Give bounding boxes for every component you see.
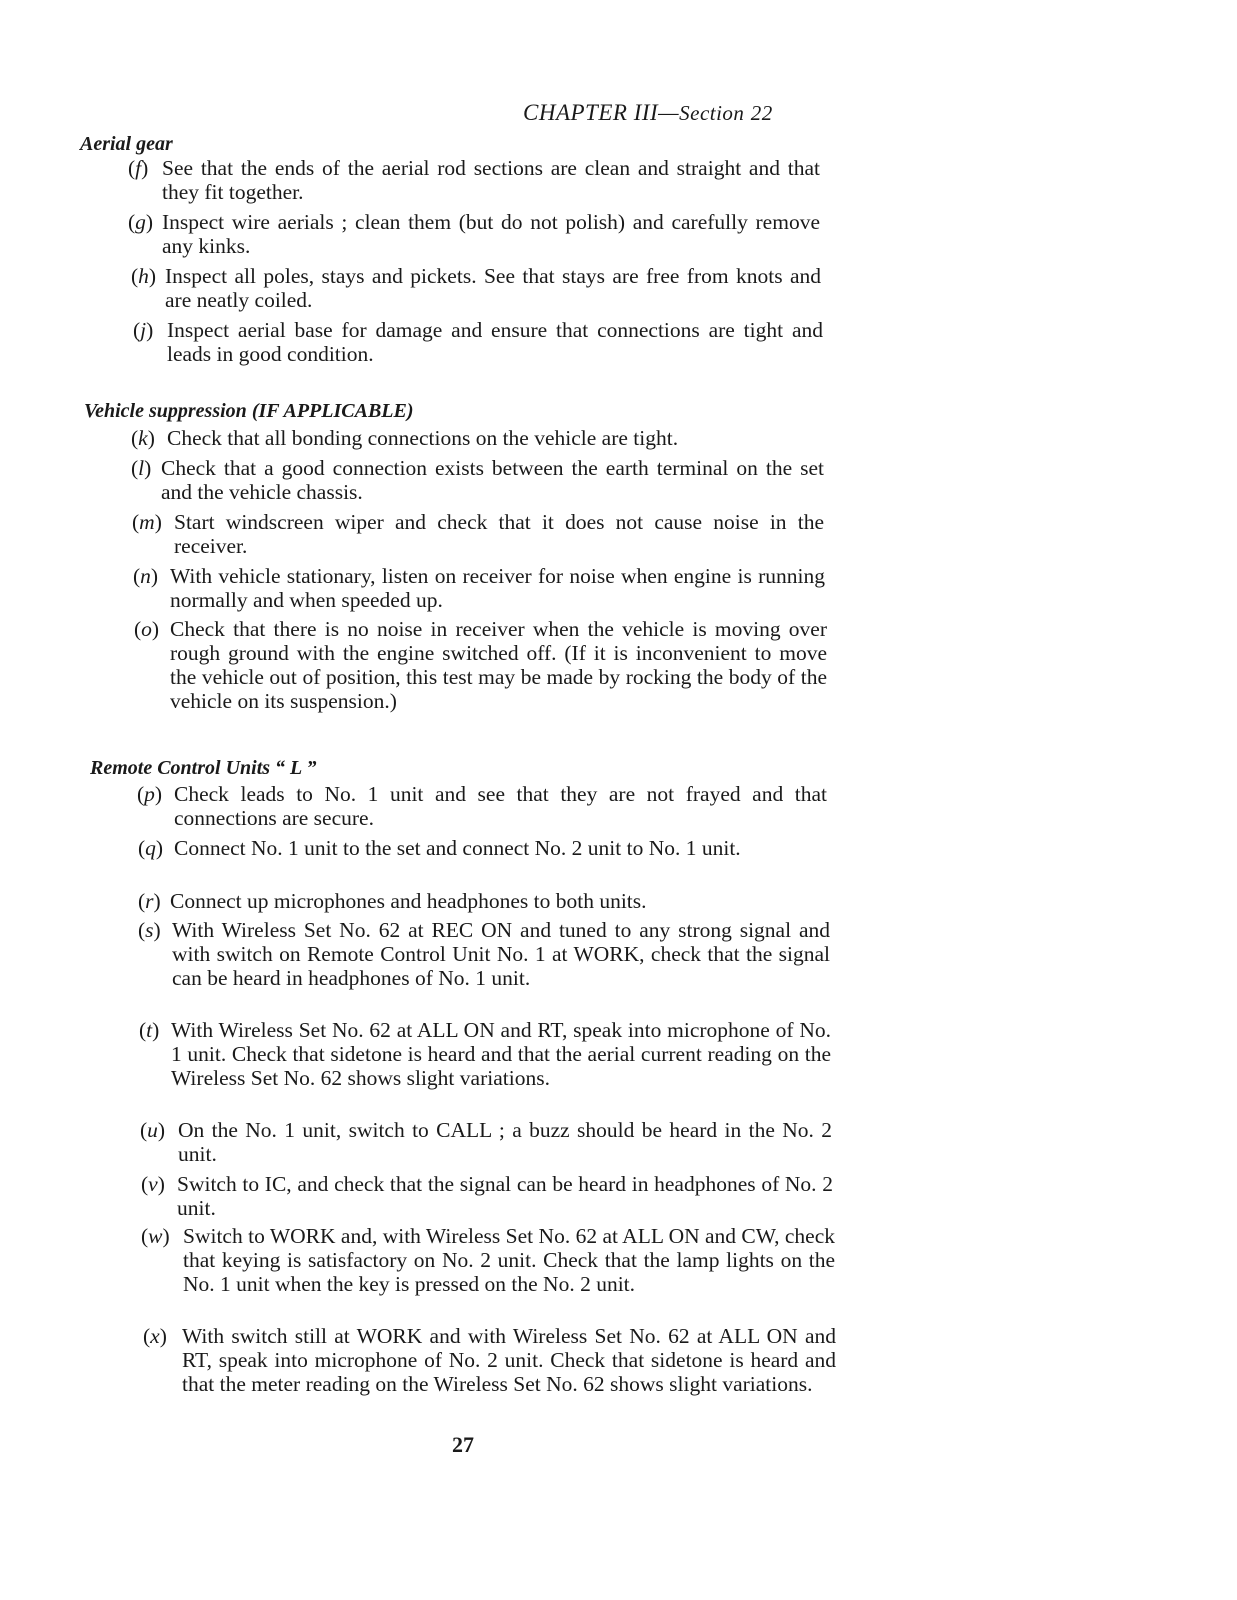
list-item: (p) Check leads to No. 1 unit and see that they are not frayed and that connections are secure. xyxy=(137,782,827,830)
section-heading-vehicle-suppression: Vehicle suppression (IF APPLICABLE) xyxy=(84,400,414,422)
page-number: 27 xyxy=(452,1432,474,1457)
list-item: (h) Inspect all poles, stays and pickets. See that stays are free from knots and are neatly coiled. xyxy=(131,264,821,312)
item-text: See that the ends of the aerial rod sections are clean and straight and that they fit together. xyxy=(162,156,820,204)
section-heading-aerial-gear: Aerial gear xyxy=(80,133,173,155)
item-text: Inspect aerial base for damage and ensure that connections are tight and leads in good condition. xyxy=(167,318,823,366)
list-item: (x) With switch still at WORK and with Wireless Set No. 62 at ALL ON and RT, speak into microphone of No. 2 unit. Check that sidetone is heard and that the meter reading on the Wireless Set No. 62 shows slight variations. xyxy=(143,1324,836,1396)
list-item: (m) Start windscreen wiper and check that it does not cause noise in the receiver. xyxy=(132,510,824,558)
section-number: 22 xyxy=(750,101,773,125)
list-item: (n) With vehicle stationary, listen on receiver for noise when engine is running normally and when speeded up. xyxy=(133,564,825,612)
item-text: Inspect all poles, stays and pickets. See that stays are free from knots and are neatly coiled. xyxy=(165,264,821,312)
section-heading-remote-control-units: Remote Control Units “ L ” xyxy=(90,757,317,779)
list-item: (r) Connect up microphones and headphones to both units. xyxy=(138,889,828,913)
item-text: On the No. 1 unit, switch to CALL ; a buzz should be heard in the No. 2 unit. xyxy=(178,1118,832,1166)
list-item: (l) Check that a good connection exists between the earth terminal on the set and the vehicle chassis. xyxy=(131,456,824,504)
list-item: (t) With Wireless Set No. 62 at ALL ON and RT, speak into microphone of No. 1 unit. Check that sidetone is heard and that the aerial current reading on the Wireless Set No. 62 shows slight variations. xyxy=(139,1018,831,1090)
running-head xyxy=(523,100,773,126)
item-text: Switch to WORK and, with Wireless Set No. 62 at ALL ON and CW, check that keying is satisfactory on No. 2 unit. Check that the lamp lights on the No. 1 unit when the key is pressed on the No. 2 unit. xyxy=(183,1224,835,1296)
item-text: Check that a good connection exists between the earth terminal on the set and the vehicle chassis. xyxy=(161,456,824,504)
item-text: Connect up microphones and headphones to both units. xyxy=(170,889,647,913)
item-text: Connect No. 1 unit to the set and connect No. 2 unit to No. 1 unit. xyxy=(174,836,741,860)
list-item: (u) On the No. 1 unit, switch to CALL ; a buzz should be heard in the No. 2 unit. xyxy=(140,1118,832,1166)
list-item: (w) Switch to WORK and, with Wireless Set No. 62 at ALL ON and CW, check that keying is satisfactory on No. 2 unit. Check that the lamp lights on the No. 1 unit when the key is pressed on the No. 2 unit. xyxy=(141,1224,835,1296)
item-text: With Wireless Set No. 62 at REC ON and tuned to any strong signal and with switch on Remote Control Unit No. 1 at WORK, check that the signal can be heard in headphones of No. 1 unit. xyxy=(172,918,830,990)
item-text: Switch to IC, and check that the signal can be heard in headphones of No. 2 unit. xyxy=(177,1172,833,1220)
item-text: Check that there is no noise in receiver when the vehicle is moving over rough ground with the engine switched off. (If it is inconvenient to move the vehicle out of position, this test may be made by rocking the body of the vehicle on its suspension.) xyxy=(170,617,827,713)
chapter-label: CHAPTER III— xyxy=(523,100,680,125)
list-item: (o) Check that there is no noise in receiver when the vehicle is moving over rough ground with the engine switched off. (If it is inconvenient to move the vehicle out of position, this test may be made by rocking the body of the vehicle on its suspension.) xyxy=(134,617,827,713)
list-item: (q) Connect No. 1 unit to the set and connect No. 2 unit to No. 1 unit. xyxy=(138,836,828,860)
item-text: With Wireless Set No. 62 at ALL ON and RT, speak into microphone of No. 1 unit. Check that sidetone is heard and that the aerial current reading on the Wireless Set No. 62 shows slight variations. xyxy=(171,1018,831,1090)
list-item: (f) See that the ends of the aerial rod sections are clean and straight and that they fit together. xyxy=(128,156,820,204)
section-label: Section xyxy=(679,101,745,125)
item-text: Start windscreen wiper and check that it does not cause noise in the receiver. xyxy=(174,510,824,558)
list-item: (s) With Wireless Set No. 62 at REC ON and tuned to any strong signal and with switch on Remote Control Unit No. 1 at WORK, check that the signal can be heard in headphones of No. 1 unit. xyxy=(138,918,830,990)
list-item: (k) Check that all bonding connections on the vehicle are tight. xyxy=(131,426,821,450)
list-item: (v) Switch to IC, and check that the signal can be heard in headphones of No. 2 unit. xyxy=(141,1172,833,1220)
heading-qualifier: (IF APPLICABLE) xyxy=(251,400,414,422)
item-text: Check that all bonding connections on the vehicle are tight. xyxy=(167,426,679,450)
list-item: (j) Inspect aerial base for damage and ensure that connections are tight and leads in good condition. xyxy=(133,318,823,366)
list-item: (g) Inspect wire aerials ; clean them (but do not polish) and carefully remove any kinks. xyxy=(128,210,820,258)
item-text: Check leads to No. 1 unit and see that they are not frayed and that connections are secure. xyxy=(174,782,827,830)
item-text: With switch still at WORK and with Wireless Set No. 62 at ALL ON and RT, speak into microphone of No. 2 unit. Check that sidetone is heard and that the meter reading on the Wireless Set No. 62 shows slight variations. xyxy=(182,1324,836,1396)
item-text: Inspect wire aerials ; clean them (but do not polish) and carefully remove any kinks. xyxy=(162,210,820,258)
item-text: With vehicle stationary, listen on receiver for noise when engine is running normally and when speeded up. xyxy=(170,564,825,612)
